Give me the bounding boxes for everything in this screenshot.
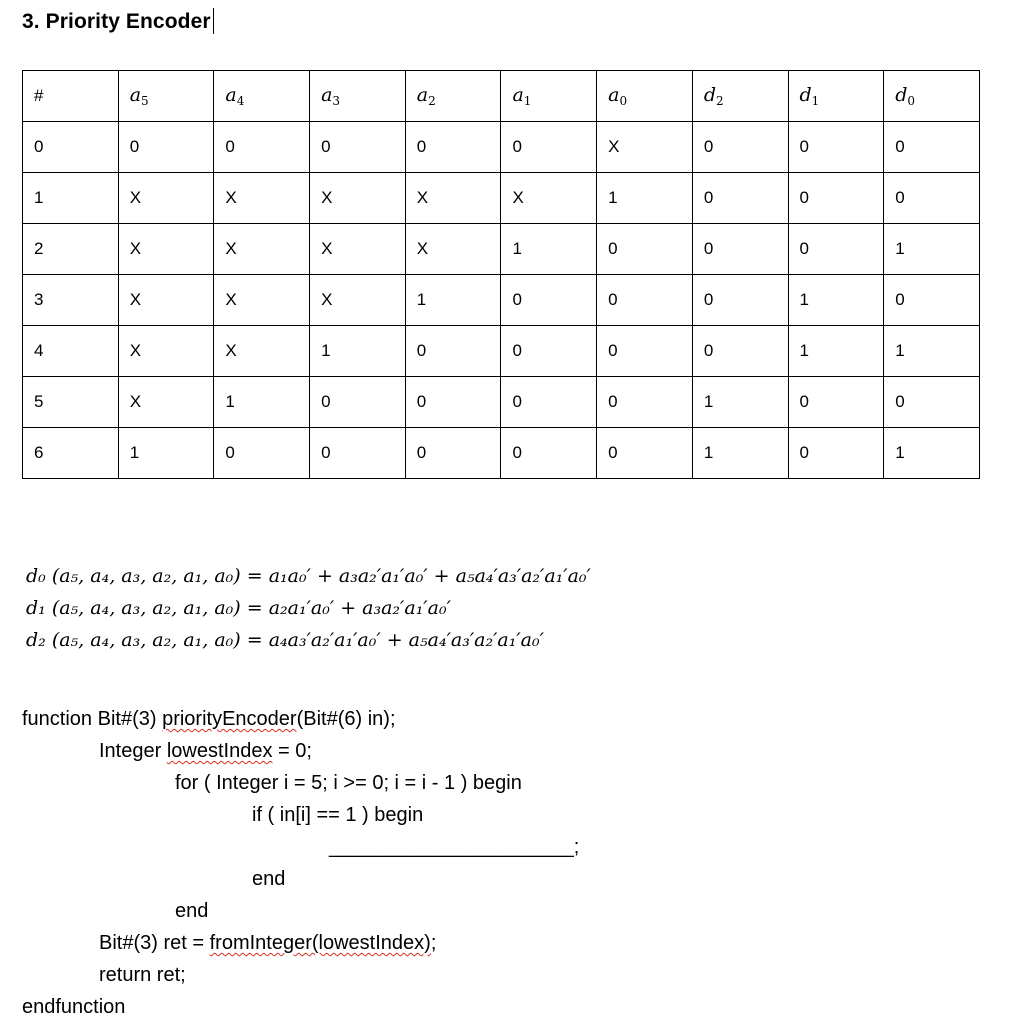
table-cell: 1: [692, 377, 788, 428]
table-cell: 1: [884, 326, 980, 377]
table-row: [23, 224, 980, 275]
table-header-row: [23, 71, 980, 122]
truth-table: [22, 70, 980, 479]
table-row: [23, 275, 980, 326]
table-cell: 2: [23, 224, 119, 275]
code-block: [22, 703, 579, 1023]
text-cursor: [213, 8, 214, 34]
table-cell: 0: [692, 173, 788, 224]
table-cell: X: [405, 224, 501, 275]
table-cell: 0: [692, 122, 788, 173]
column-header-d1: $d_1$: [788, 71, 884, 122]
table-cell: 5: [23, 377, 119, 428]
table-cell: 0: [214, 122, 310, 173]
spellcheck-word[interactable]: lowestIndex: [166, 740, 273, 762]
table-cell: 3: [23, 275, 119, 326]
table-cell: 1: [597, 173, 693, 224]
table-cell: 0: [788, 224, 884, 275]
table-cell: 0: [597, 326, 693, 377]
code-line-6: end: [252, 868, 286, 890]
table-cell: 1: [884, 428, 980, 479]
table-cell: 1: [214, 377, 310, 428]
table-cell: X: [597, 122, 693, 173]
table-cell: 0: [788, 377, 884, 428]
column-header-a0: $a_0$: [597, 71, 693, 122]
table-cell: 0: [501, 326, 597, 377]
table-cell: 0: [310, 122, 406, 173]
table-row: [23, 122, 980, 173]
page-title: 3. Priority Encoder: [22, 8, 214, 34]
table-cell: 0: [884, 377, 980, 428]
table-cell: X: [118, 224, 214, 275]
table-cell: 4: [23, 326, 119, 377]
column-header-index: #: [23, 71, 119, 122]
equation-d1: d₁ (a₅, a₄, a₃, a₂, a₁, a₀) = a₂a₁′a₀′ + a₃a₂′a₁′a₀′: [26, 597, 451, 619]
table-cell: X: [501, 173, 597, 224]
table-cell: 0: [692, 326, 788, 377]
table-cell: 0: [884, 173, 980, 224]
code-line-4: if ( in[i] == 1 ) begin: [252, 804, 424, 826]
table-cell: 0: [501, 122, 597, 173]
code-line-10: endfunction: [22, 996, 126, 1018]
table-cell: 1: [501, 224, 597, 275]
table-cell: 0: [405, 428, 501, 479]
spellcheck-word[interactable]: priorityEncoder: [162, 708, 297, 730]
table-cell: X: [214, 275, 310, 326]
table-cell: 0: [597, 377, 693, 428]
column-header-a4: $a_4$: [214, 71, 310, 122]
table-cell: 0: [118, 122, 214, 173]
column-header-d2: $d_2$: [692, 71, 788, 122]
table-cell: 0: [788, 428, 884, 479]
table-cell: 0: [597, 428, 693, 479]
fill-in-blank[interactable]: ______________________;: [329, 836, 580, 858]
table-cell: X: [310, 275, 406, 326]
table-cell: 0: [310, 428, 406, 479]
table-cell: 0: [597, 275, 693, 326]
table-cell: 0: [214, 428, 310, 479]
column-header-d0: $d_0$: [884, 71, 980, 122]
table-row: [23, 326, 980, 377]
code-line-8: Bit#(3) ret = fromInteger(lowestIndex);: [99, 932, 437, 954]
equation-d2: d₂ (a₅, a₄, a₃, a₂, a₁, a₀) = a₄a₃′a₂′a₁′a₀′ + a₅a₄′a₃′a₂′a₁′a₀′: [26, 629, 544, 651]
table-cell: 0: [405, 326, 501, 377]
table-cell: 1: [310, 326, 406, 377]
table-cell: 0: [884, 275, 980, 326]
table-cell: 1: [788, 326, 884, 377]
table-row: [23, 377, 980, 428]
column-header-a3: $a_3$: [310, 71, 406, 122]
table-cell: 1: [884, 224, 980, 275]
table-cell: 0: [692, 224, 788, 275]
code-line-7: end: [175, 900, 209, 922]
table-cell: 0: [310, 377, 406, 428]
column-header-a1: $a_1$: [501, 71, 597, 122]
spellcheck-word[interactable]: fromInteger(lowestIndex): [209, 932, 431, 954]
table-cell: 6: [23, 428, 119, 479]
table-cell: X: [214, 326, 310, 377]
code-line-5: [22, 831, 579, 863]
table-cell: X: [214, 224, 310, 275]
table-cell: X: [118, 275, 214, 326]
equation-d0: d₀ (a₅, a₄, a₃, a₂, a₁, a₀) = a₁a₀′ + a₃a₂′a₁′a₀′ + a₅a₄′a₃′a₂′a₁′a₀′: [26, 565, 591, 587]
table-cell: 0: [23, 122, 119, 173]
column-header-a5: $a_5$: [118, 71, 214, 122]
code-line-3: for ( Integer i = 5; i >= 0; i = i - 1 ) begin: [175, 772, 522, 794]
table-cell: X: [310, 173, 406, 224]
table-cell: 1: [405, 275, 501, 326]
table-cell: X: [118, 377, 214, 428]
table-row: [23, 173, 980, 224]
table-cell: 0: [884, 122, 980, 173]
table-cell: 0: [405, 377, 501, 428]
table-cell: 0: [501, 275, 597, 326]
table-cell: 1: [692, 428, 788, 479]
table-cell: 0: [501, 428, 597, 479]
table-cell: 0: [405, 122, 501, 173]
table-cell: 1: [23, 173, 119, 224]
column-header-a2: $a_2$: [405, 71, 501, 122]
table-cell: 1: [118, 428, 214, 479]
table-cell: X: [118, 173, 214, 224]
table-cell: 0: [788, 122, 884, 173]
table-cell: 0: [597, 224, 693, 275]
boolean-equations: [26, 560, 591, 656]
table-cell: X: [214, 173, 310, 224]
table-cell: X: [310, 224, 406, 275]
table-cell: X: [118, 326, 214, 377]
table-cell: X: [405, 173, 501, 224]
code-line-9: return ret;: [99, 964, 186, 986]
table-cell: 0: [788, 173, 884, 224]
table-row: [23, 428, 980, 479]
table-cell: 0: [501, 377, 597, 428]
table-cell: 1: [788, 275, 884, 326]
code-line-1: function Bit#(3) priorityEncoder(Bit#(6) in);: [22, 708, 396, 730]
code-line-2: Integer lowestIndex = 0;: [99, 740, 312, 762]
table-cell: 0: [692, 275, 788, 326]
